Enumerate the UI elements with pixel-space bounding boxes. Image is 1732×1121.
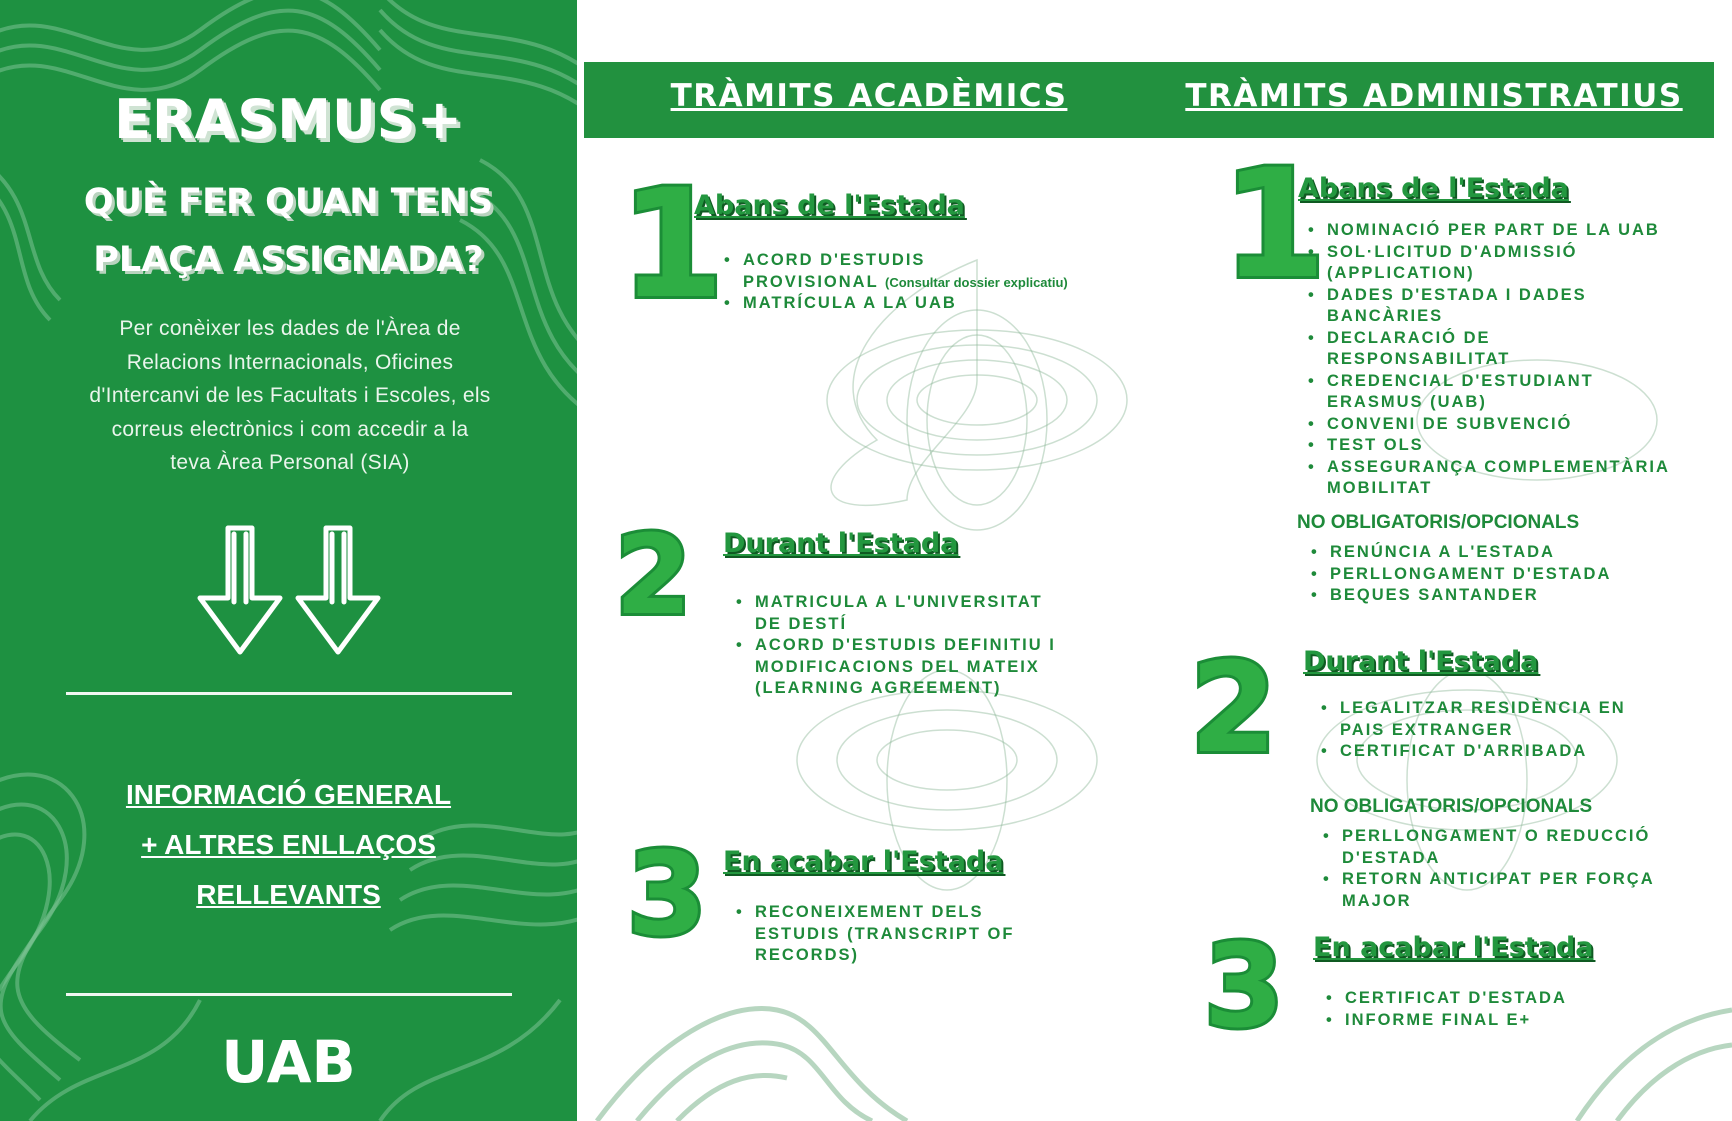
list-item: • MATRICULA A L'UNIVERSITAT DE DESTÍ bbox=[735, 592, 1145, 635]
list-item: • MATRÍCULA A LA UAB bbox=[723, 293, 1153, 315]
intro-text bbox=[30, 312, 550, 480]
step-number-2: 2 bbox=[615, 511, 692, 639]
intro-line: teva Àrea Personal (SIA) bbox=[170, 451, 410, 474]
intro-line: correus electrònics i com accedir a la bbox=[111, 417, 469, 441]
intro-line: d'Intercanvi de les Facultats i Escoles, els bbox=[89, 384, 491, 407]
uab-logo: UAB bbox=[221, 1028, 356, 1096]
list-item: • TEST OLS bbox=[1307, 435, 1727, 457]
divider bbox=[66, 692, 512, 695]
list-item: • DADES D'ESTADA I DADES BANCÀRIES bbox=[1307, 285, 1727, 328]
step-number-2: 2 bbox=[1190, 636, 1277, 781]
info-line: RELLEVANTS bbox=[196, 879, 381, 910]
academic-step-2-list bbox=[735, 592, 1145, 700]
erasmus-title: ERASMUS+ bbox=[114, 88, 463, 151]
academic-step-2-title: Durant l'Estada bbox=[723, 528, 959, 559]
down-arrows-icon bbox=[188, 520, 388, 660]
list-item: • INFORME FINAL E+ bbox=[1325, 1010, 1725, 1032]
admin-step-2-optional-list bbox=[1322, 826, 1722, 912]
list-item: • ACORD D'ESTUDIS PROVISIONAL (Consultar dossier explicatiu) bbox=[723, 250, 1153, 293]
admin-step-1-optional-list bbox=[1310, 542, 1720, 607]
list-item: • DECLARACIÓ DE RESPONSABILITAT bbox=[1307, 328, 1727, 371]
divider bbox=[66, 993, 512, 996]
academic-step-1-list bbox=[723, 250, 1153, 315]
step-number-3: 3 bbox=[1204, 920, 1285, 1054]
academic-header-banner bbox=[584, 62, 1154, 138]
dossier-note: (Consultar dossier explicatiu) bbox=[884, 274, 1068, 290]
list-item: • ASSEGURANÇA COMPLEMENTÀRIA MOBILITAT bbox=[1307, 457, 1727, 500]
administrative-header-banner bbox=[1154, 62, 1714, 138]
admin-step-3-list bbox=[1325, 988, 1725, 1031]
academic-step-3-list bbox=[735, 902, 1145, 967]
academic-step-3-title: En acabar l'Estada bbox=[723, 846, 1004, 877]
list-item: • RECONEIXEMENT DELS ESTUDIS (TRANSCRIPT OF RECORDS) bbox=[735, 902, 1145, 967]
list-item: • LEGALITZAR RESIDÈNCIA EN PAIS EXTRANGER bbox=[1320, 698, 1720, 741]
intro-line: Relacions Internacionals, Oficines bbox=[126, 350, 454, 374]
list-item: • SOL·LICITUD D'ADMISSIÓ (APPLICATION) bbox=[1307, 242, 1727, 285]
list-item: • BEQUES SANTANDER bbox=[1310, 585, 1720, 607]
list-item: • ACORD D'ESTUDIS DEFINITIU I MODIFICACIONS DEL MATEIX (LEARNING AGREEMENT) bbox=[735, 635, 1145, 700]
academic-step-1-title: Abans de l'Estada bbox=[694, 190, 965, 221]
subtitle-line-2: PLAÇA ASSIGNADA? bbox=[93, 240, 484, 280]
admin-step-1-list bbox=[1307, 220, 1727, 500]
administrative-header: TRÀMITS ADMINISTRATIUS bbox=[1185, 78, 1683, 114]
info-line: INFORMACIÓ GENERAL bbox=[125, 779, 452, 810]
step-number-3: 3 bbox=[627, 828, 708, 962]
admin-step-3-title: En acabar l'Estada bbox=[1313, 932, 1594, 963]
list-item: • RENÚNCIA A L'ESTADA bbox=[1310, 542, 1720, 564]
general-info-link[interactable] bbox=[0, 770, 577, 920]
admin-step-1-title: Abans de l'Estada bbox=[1298, 173, 1569, 204]
step-number-1: 1 bbox=[1222, 138, 1327, 312]
list-item: • CREDENCIAL D'ESTUDIANT ERASMUS (UAB) bbox=[1307, 371, 1727, 414]
list-item: • CERTIFICAT D'ESTADA bbox=[1325, 988, 1725, 1010]
list-item: • CONVENI DE SUBVENCIÓ bbox=[1307, 414, 1727, 436]
list-item: • NOMINACIÓ PER PART DE LA UAB bbox=[1307, 220, 1727, 242]
list-item: • PERLLONGAMENT O REDUCCIÓ D'ESTADA bbox=[1322, 826, 1722, 869]
info-line: + ALTRES ENLLAÇOS bbox=[141, 829, 436, 860]
list-item: • RETORN ANTICIPAT PER FORÇA MAJOR bbox=[1322, 869, 1722, 912]
admin-step-2-list bbox=[1320, 698, 1720, 763]
optional-label: NO OBLIGATORIS/OPCIONALS bbox=[1297, 512, 1580, 533]
list-item: • PERLLONGAMENT D'ESTADA bbox=[1310, 564, 1720, 586]
left-panel bbox=[0, 0, 577, 1121]
list-item: • CERTIFICAT D'ARRIBADA bbox=[1320, 741, 1720, 763]
subtitle-line-1: QUÈ FER QUAN TENS bbox=[83, 182, 494, 222]
intro-line: Per conèixer les dades de l'Àrea de bbox=[119, 317, 461, 340]
optional-label: NO OBLIGATORIS/OPCIONALS bbox=[1310, 796, 1593, 817]
admin-step-2-title: Durant l'Estada bbox=[1303, 646, 1539, 677]
academic-header: TRÀMITS ACADÈMICS bbox=[670, 78, 1068, 114]
step-number-1: 1 bbox=[620, 158, 725, 332]
